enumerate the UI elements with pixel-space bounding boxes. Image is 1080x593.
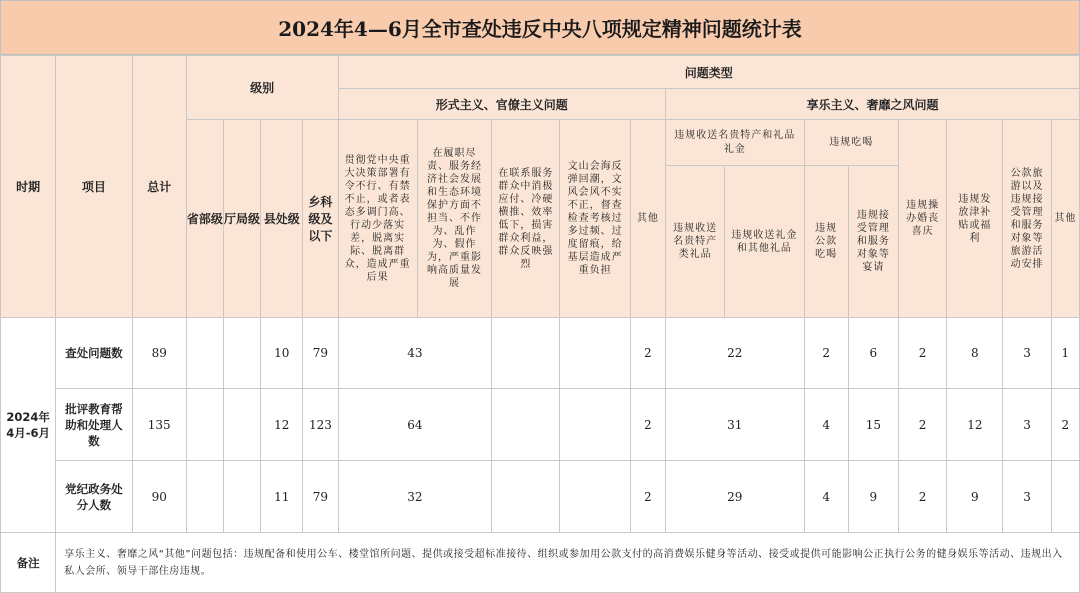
cell-township: 79 <box>303 461 338 533</box>
cell-county: 12 <box>261 389 303 461</box>
cell-township: 79 <box>303 318 338 389</box>
header-gifts-group: 违规收送名贵特产和礼品礼金 <box>665 120 804 166</box>
header-weddings-funerals: 违规操办婚丧喜庆 <box>898 120 946 318</box>
row-label: 批评教育帮助和处理人数 <box>56 389 132 461</box>
header-gifts-specialty: 违规收送名贵特产类礼品 <box>665 166 724 318</box>
cell-formalism-1-2: 64 <box>338 389 492 461</box>
cell-formalism-3 <box>492 461 560 533</box>
header-formalism-other: 其他 <box>630 120 665 318</box>
header-period: 时期 <box>1 56 56 318</box>
cell-formalism-1-2: 32 <box>338 461 492 533</box>
cell-gifts: 29 <box>665 461 804 533</box>
period-cell: 2024年4月-6月 <box>1 318 56 533</box>
header-formalism-col-2: 在履职尽责、服务经济社会发展和生态环境保护方面不担当、不作为、乱作为、假作为，严重影响高质量发展 <box>417 120 491 318</box>
row-label: 查处问题数 <box>56 318 132 389</box>
cell-gifts: 31 <box>665 389 804 461</box>
note-label: 备注 <box>1 533 56 593</box>
cell-total: 135 <box>132 389 186 461</box>
header-level-township: 乡科级及以下 <box>303 120 338 318</box>
cell-bureau <box>223 461 260 533</box>
header-hedonism-other: 其他 <box>1051 120 1079 318</box>
cell-township: 123 <box>303 389 338 461</box>
statistics-table <box>0 55 1080 593</box>
header-formalism-col-4: 文山会海反弹回潮，文风会风不实不正，督查检查考核过多过频、过度留痕，给基层造成严重负担 <box>560 120 630 318</box>
header-type-group: 问题类型 <box>338 56 1080 89</box>
cell-formalism-4 <box>560 389 630 461</box>
cell-formalism-3 <box>492 389 560 461</box>
cell-dining-banquet: 15 <box>848 389 898 461</box>
header-public-travel: 公款旅游以及违规接受管理和服务对象等旅游活动安排 <box>1003 120 1051 318</box>
table-row <box>1 389 1080 461</box>
table-row <box>1 461 1080 533</box>
header-level-province: 省部级 <box>186 120 223 318</box>
cell-province <box>186 389 223 461</box>
header-gifts-cash: 违规收送礼金和其他礼品 <box>725 166 804 318</box>
cell-formalism-4 <box>560 318 630 389</box>
cell-formalism-other: 2 <box>630 389 665 461</box>
note-row <box>1 533 1080 593</box>
cell-weddings: 2 <box>898 461 946 533</box>
header-total: 总计 <box>132 56 186 318</box>
cell-county: 10 <box>261 318 303 389</box>
cell-hedonism-other: 1 <box>1051 318 1079 389</box>
cell-province <box>186 461 223 533</box>
cell-county: 11 <box>261 461 303 533</box>
cell-travel: 3 <box>1003 318 1051 389</box>
cell-weddings: 2 <box>898 318 946 389</box>
header-formalism-col-3: 在联系服务群众中消极应付、冷硬横推、效率低下，损害群众利益，群众反映强烈 <box>492 120 560 318</box>
cell-weddings: 2 <box>898 389 946 461</box>
table-title: 2024年4—6月全市查处违反中央八项规定精神问题统计表 <box>0 0 1080 55</box>
cell-formalism-4 <box>560 461 630 533</box>
header-level-county: 县处级 <box>261 120 303 318</box>
header-dining-banquet: 违规接受管理和服务对象等宴请 <box>848 166 898 318</box>
cell-dining-banquet: 6 <box>848 318 898 389</box>
cell-formalism-1-2: 43 <box>338 318 492 389</box>
cell-travel: 3 <box>1003 389 1051 461</box>
header-formalism-group: 形式主义、官僚主义问题 <box>338 89 665 120</box>
header-item: 项目 <box>56 56 132 318</box>
cell-hedonism-other: 2 <box>1051 389 1079 461</box>
cell-allowances: 9 <box>947 461 1003 533</box>
cell-travel: 3 <box>1003 461 1051 533</box>
row-label: 党纪政务处分人数 <box>56 461 132 533</box>
cell-dining-public: 4 <box>804 389 848 461</box>
cell-total: 89 <box>132 318 186 389</box>
header-hedonism-group: 享乐主义、奢靡之风问题 <box>665 89 1079 120</box>
cell-total: 90 <box>132 461 186 533</box>
cell-formalism-3 <box>492 318 560 389</box>
header-allowances: 违规发放津补贴或福利 <box>947 120 1003 318</box>
header-formalism-col-1: 贯彻党中央重大决策部署有令不行、有禁不止，或者表态多调门高、行动少落实差，脱离实际、脱离群众，造成严重后果 <box>338 120 417 318</box>
cell-dining-banquet: 9 <box>848 461 898 533</box>
cell-province <box>186 318 223 389</box>
cell-dining-public: 2 <box>804 318 848 389</box>
cell-formalism-other: 2 <box>630 461 665 533</box>
cell-hedonism-other <box>1051 461 1079 533</box>
header-level-group: 级别 <box>186 56 338 120</box>
cell-gifts: 22 <box>665 318 804 389</box>
header-level-bureau: 厅局级 <box>223 120 260 318</box>
cell-bureau <box>223 318 260 389</box>
note-text: 享乐主义、奢靡之风“其他”问题包括：违规配备和使用公车、楼堂馆所问题、提供或接受超标准接待、组织或参加用公款支付的高消费娱乐健身等活动、接受或提供可能影响公正执行公务的健身娱乐等活动、违规出入私人会所、领导干部住房违规。 <box>56 533 1080 593</box>
cell-allowances: 12 <box>947 389 1003 461</box>
header-dining-group: 违规吃喝 <box>804 120 898 166</box>
header-dining-public: 违规公款吃喝 <box>804 166 848 318</box>
cell-allowances: 8 <box>947 318 1003 389</box>
cell-dining-public: 4 <box>804 461 848 533</box>
table-row <box>1 318 1080 389</box>
cell-bureau <box>223 389 260 461</box>
cell-formalism-other: 2 <box>630 318 665 389</box>
